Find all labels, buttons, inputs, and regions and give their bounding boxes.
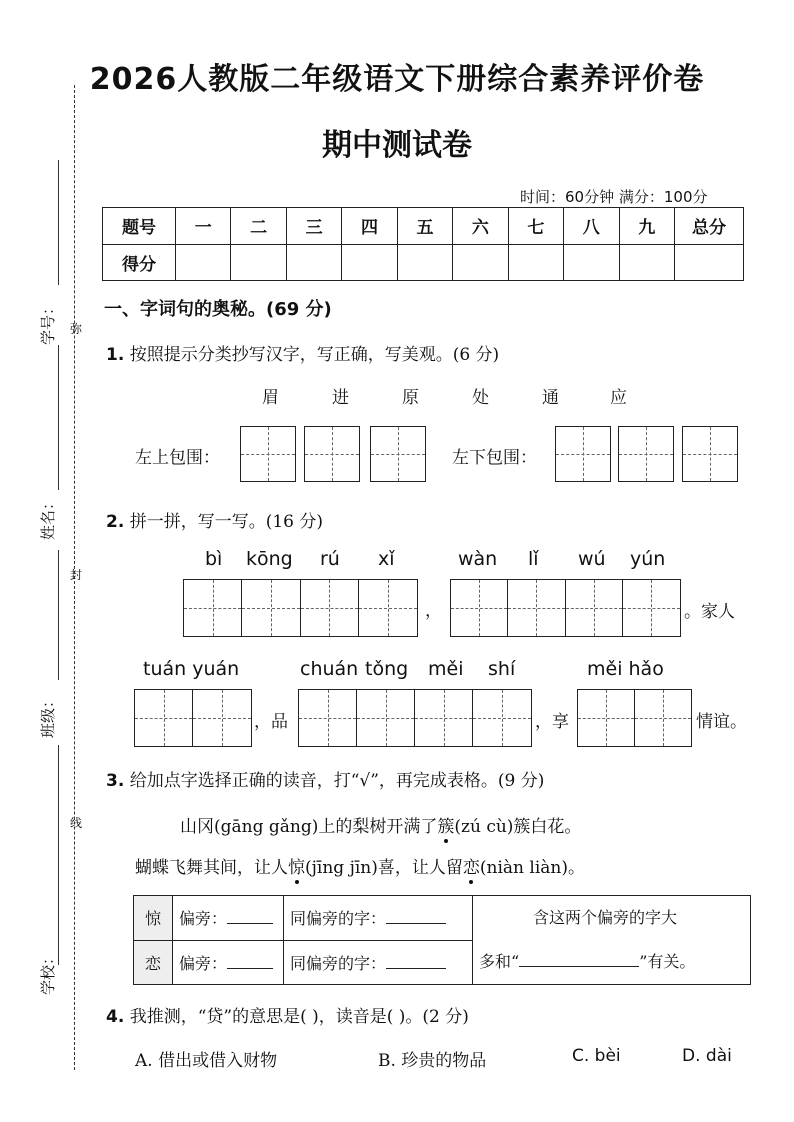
note-line-1: 含这两个偏旁的字大 (533, 908, 678, 927)
dotted-char: 恋 (462, 858, 480, 878)
blank-line[interactable] (227, 968, 273, 969)
score-input-cell[interactable] (176, 244, 231, 281)
option-a[interactable]: A. 借出或借入财物 (135, 1051, 278, 1071)
punctuation: ， (425, 601, 442, 621)
option-d[interactable]: D. dài (682, 1046, 732, 1066)
sentence-fragment: ，品 (254, 712, 288, 732)
q3-sentence-2 (135, 853, 585, 878)
pinyin: rú (320, 548, 340, 570)
radical-fill-cell[interactable] (173, 940, 284, 985)
page-subtitle: 期中测试卷 (322, 128, 472, 163)
pinyin: bì (205, 548, 223, 570)
school-label: 学校： (39, 949, 57, 995)
grid-cell[interactable] (184, 580, 242, 636)
sentence-text: (jīng jīn)喜，让人留 (305, 858, 463, 878)
q1-char: 原 (402, 388, 419, 408)
score-cell: 总分 (675, 208, 744, 245)
q1-char: 处 (472, 388, 489, 408)
grid-cell[interactable] (566, 580, 623, 636)
writing-grid-row[interactable] (450, 579, 681, 637)
same-radical-fill-cell[interactable] (284, 896, 473, 941)
sentence-text: 山冈(gāng gǎng)上的梨树开满了 (180, 817, 438, 837)
score-input-cell[interactable] (342, 244, 397, 281)
sentence-text: (zú cù)簇白花。 (454, 817, 582, 837)
pinyin: wàn (458, 548, 498, 570)
pinyin: lǐ (528, 548, 539, 570)
score-table-header-row (103, 208, 744, 245)
score-cell: 三 (286, 208, 341, 245)
score-input-cell[interactable] (397, 244, 452, 281)
radical-label: 偏旁： (179, 909, 228, 929)
score-cell: 九 (619, 208, 675, 245)
option-c[interactable]: C. bèi (572, 1046, 621, 1066)
writing-grid-row[interactable] (577, 689, 692, 747)
score-cell: 题号 (103, 208, 176, 245)
radical-label: 偏旁： (179, 953, 228, 973)
seal-mark-feng: 封 (70, 568, 83, 582)
question-text: 拼一拼，写一写。(16 分) (129, 512, 324, 532)
radical-char-cell: 恋 (134, 940, 173, 985)
score-row-label: 得分 (103, 244, 176, 281)
score-cell: 五 (397, 208, 452, 245)
q1-char: 眉 (262, 388, 279, 408)
grid-cell[interactable] (473, 690, 531, 746)
score-input-cell[interactable] (619, 244, 675, 281)
radical-row (134, 896, 751, 941)
score-input-cell[interactable] (231, 244, 286, 281)
option-b[interactable]: B. 珍贵的物品 (378, 1051, 487, 1071)
score-input-cell[interactable] (564, 244, 619, 281)
score-cell: 二 (231, 208, 286, 245)
question-2 (106, 507, 323, 532)
q1-label-right: 左下包围： (452, 448, 537, 468)
question-text: 给加点字选择正确的读音，打“√”，再完成表格。(9 分) (129, 771, 545, 791)
pinyin: tuán yuán (143, 658, 240, 680)
grid-cell[interactable] (357, 690, 415, 746)
blank-line[interactable] (227, 923, 273, 924)
writing-grid-square[interactable] (555, 426, 611, 482)
pinyin: shí (488, 658, 516, 680)
radical-char-cell: 惊 (134, 896, 173, 941)
radical-table (133, 895, 751, 985)
score-table-score-row (103, 244, 744, 281)
pinyin: kōng (246, 548, 293, 570)
blank-line[interactable] (386, 968, 446, 969)
q1-label-left: 左上包围： (135, 448, 220, 468)
class-label: 班级： (39, 692, 57, 738)
dotted-char: 簇 (437, 817, 455, 837)
sentence-text: 蝴蝶飞舞其间，让人 (135, 858, 288, 878)
q3-sentence-1 (180, 812, 581, 837)
radical-note-cell (473, 896, 751, 985)
note-line-2 (479, 940, 744, 984)
sentence-fragment: 。家人 (684, 602, 735, 622)
pinyin: yún (630, 548, 666, 570)
same-radical-label: 同偏旁的字： (290, 953, 387, 973)
score-input-cell[interactable] (508, 244, 563, 281)
grid-cell[interactable] (135, 690, 193, 746)
question-3 (106, 766, 544, 791)
binding-line-2 (58, 345, 59, 490)
page-title: 2026人教版二年级语文下册综合素养评价卷 (89, 62, 705, 97)
writing-grid-square[interactable] (240, 426, 296, 482)
pinyin: měi (428, 658, 464, 680)
writing-grid-square[interactable] (618, 426, 674, 482)
grid-cell[interactable] (359, 580, 417, 636)
grid-cell[interactable] (193, 690, 251, 746)
grid-cell[interactable] (415, 690, 473, 746)
note-text: 多和“ (479, 952, 520, 971)
score-cell: 七 (508, 208, 563, 245)
writing-grid-row[interactable] (298, 689, 532, 747)
grid-cell[interactable] (578, 690, 635, 746)
writing-grid-row[interactable] (134, 689, 252, 747)
section-heading: 一、字词句的奥秘。(69 分) (104, 299, 332, 320)
sentence-fragment: 情谊。 (696, 712, 747, 732)
score-cell: 六 (453, 208, 508, 245)
name-label: 姓名： (39, 494, 57, 540)
question-number: 4. (106, 1007, 125, 1027)
pinyin: tǒng (365, 658, 409, 680)
radical-fill-cell[interactable] (173, 896, 284, 941)
q1-char: 应 (610, 388, 627, 408)
sentence-fragment: ，享 (535, 712, 569, 732)
note-text: ”有关。 (639, 952, 696, 971)
score-input-cell[interactable] (453, 244, 508, 281)
grid-cell[interactable] (623, 580, 680, 636)
score-input-cell[interactable] (286, 244, 341, 281)
seal-mark-xian: 线 (70, 816, 83, 830)
seal-mark-mi: 弥 (70, 322, 83, 336)
grid-cell[interactable] (301, 580, 359, 636)
sentence-text: (niàn liàn)。 (479, 858, 585, 878)
score-cell: 八 (564, 208, 619, 245)
question-4 (106, 1002, 469, 1027)
binding-line-1 (58, 160, 59, 285)
score-table (102, 207, 744, 281)
blank-line[interactable] (519, 966, 639, 967)
pinyin: chuán (300, 658, 359, 680)
question-number: 1. (106, 345, 125, 365)
q1-char: 进 (332, 388, 349, 408)
question-number: 2. (106, 512, 125, 532)
question-text: 我推测，“贷”的意思是( )，读音是( )。(2 分) (129, 1007, 469, 1027)
question-number: 3. (106, 771, 125, 791)
question-1 (106, 340, 499, 365)
exam-meta: 时间：60分钟 满分：100分 (520, 188, 708, 206)
grid-cell[interactable] (508, 580, 565, 636)
grid-cell[interactable] (299, 690, 357, 746)
pinyin: xǐ (378, 548, 395, 570)
same-radical-label: 同偏旁的字： (290, 909, 387, 929)
score-cell: 四 (342, 208, 397, 245)
writing-grid-square[interactable] (370, 426, 426, 482)
writing-grid-row[interactable] (183, 579, 418, 637)
same-radical-fill-cell[interactable] (284, 940, 473, 985)
pinyin: wú (578, 548, 606, 570)
score-input-cell[interactable] (675, 244, 744, 281)
score-cell: 一 (176, 208, 231, 245)
pinyin: měi hǎo (587, 658, 664, 680)
binding-line-3 (58, 550, 59, 680)
grid-cell[interactable] (242, 580, 300, 636)
question-text: 按照提示分类抄写汉字，写正确，写美观。(6 分) (129, 345, 500, 365)
q1-char: 通 (542, 388, 559, 408)
writing-grid-square[interactable] (304, 426, 360, 482)
student-id-label: 学号： (39, 299, 57, 345)
grid-cell[interactable] (635, 690, 692, 746)
dotted-char: 惊 (288, 858, 305, 878)
grid-cell[interactable] (451, 580, 508, 636)
writing-grid-square[interactable] (682, 426, 738, 482)
blank-line[interactable] (386, 923, 446, 924)
binding-line-4 (58, 745, 59, 965)
